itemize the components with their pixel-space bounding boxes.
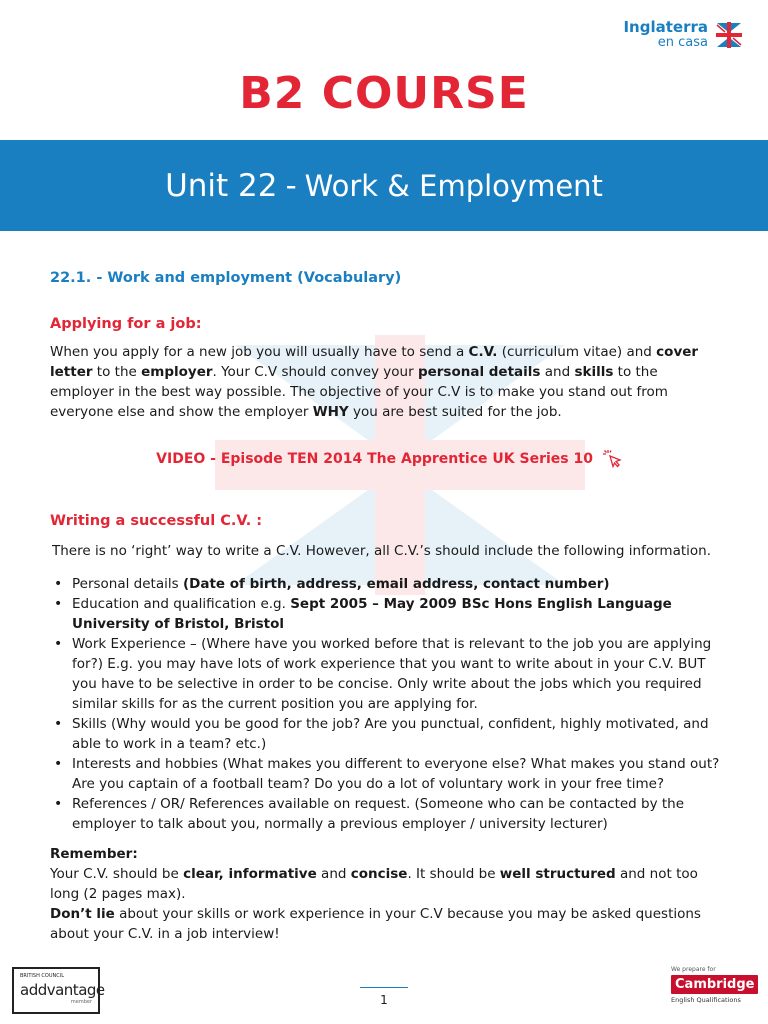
writing-heading: Writing a successful C.V. : xyxy=(50,513,263,529)
applying-paragraph: When you apply for a new job you will usually have to send a C.V. (curriculum vitae) and cover letter to the employer. Your C.V should convey your personal details and skills to the employer in the best way possible. The objective of your C.V is to make you stand out from everyone else and show the employer WHY you are best suited for the job. xyxy=(50,344,699,420)
remember-block xyxy=(50,844,725,944)
cursor-click-icon[interactable] xyxy=(602,448,624,470)
unit-topic: Work & Employment xyxy=(304,168,603,203)
applying-heading: Applying for a job: xyxy=(50,316,202,332)
unit-number: Unit 22 xyxy=(165,167,278,204)
course-title: B2 COURSE xyxy=(239,68,529,119)
inglaterra-en-casa-logo xyxy=(623,20,744,54)
list-item: • Education and qualification e.g. Sept 2005 – May 2009 BSc Hons English Language University of Bristol, Bristol xyxy=(50,594,725,634)
unit-separator: - xyxy=(285,167,297,204)
cambridge-main-text: Cambridge xyxy=(671,975,758,994)
addvantage-logo xyxy=(12,967,105,1014)
list-item: • Work Experience – (Where have you worked before that is relevant to the job you are applying for?) E.g. you may have lots of work experience that you want to write about in your C.V. BUT you have to be selective in order to be concise. Only write about the jobs which you required similar skills for as the current position you are applying for. xyxy=(50,634,725,714)
list-item: • Personal details (Date of birth, address, email address, contact number) xyxy=(50,574,725,594)
union-flag-logo-icon xyxy=(714,20,744,50)
cambridge-top-text: We prepare for xyxy=(671,966,716,973)
cv-checklist xyxy=(50,574,725,834)
list-item: • Skills (Why would you be good for the job? Are you punctual, confident, highly motivated, and able to work in a team? etc.) xyxy=(50,714,725,754)
remember-heading: Remember: xyxy=(50,846,138,862)
list-item: • References / OR/ References available on request. (Someone who can be contacted by the employer to talk about you, normally a previous employer / university lecturer) xyxy=(50,794,725,834)
addvantage-small-text: BRITISH COUNCIL xyxy=(20,973,65,979)
unit-banner xyxy=(0,140,768,231)
remember-paragraph-2: Don’t lie about your skills or work experience in your C.V because you may be asked questions about your C.V. in a job interview! xyxy=(50,906,701,942)
video-link-label[interactable]: VIDEO - Episode TEN 2014 The Apprentice UK Series 10 xyxy=(156,451,593,467)
section-title: 22.1. - Work and employment (Vocabulary) xyxy=(50,270,402,286)
page-number: 1 xyxy=(380,993,388,1007)
video-link[interactable] xyxy=(50,448,730,470)
writing-intro: There is no ‘right’ way to write a C.V. However, all C.V.’s should include the following information. xyxy=(52,543,711,559)
page-number-divider xyxy=(360,987,408,988)
cambridge-logo xyxy=(671,966,759,1004)
remember-paragraph-1: Your C.V. should be clear, informative and concise. It should be well structured and not too long (2 pages max). xyxy=(50,866,698,902)
addvantage-member-text: member xyxy=(70,999,92,1005)
list-item: • Interests and hobbies (What makes you different to everyone else? What makes you stand out? Are you captain of a football team? Do you do a lot of voluntary work in your free time? xyxy=(50,754,725,794)
logo-main-text: Inglaterra xyxy=(623,18,708,36)
cambridge-sub-text: English Qualifications xyxy=(671,996,741,1004)
addvantage-main-text: addvantage xyxy=(20,981,105,999)
logo-sub-text: en casa xyxy=(657,35,708,50)
